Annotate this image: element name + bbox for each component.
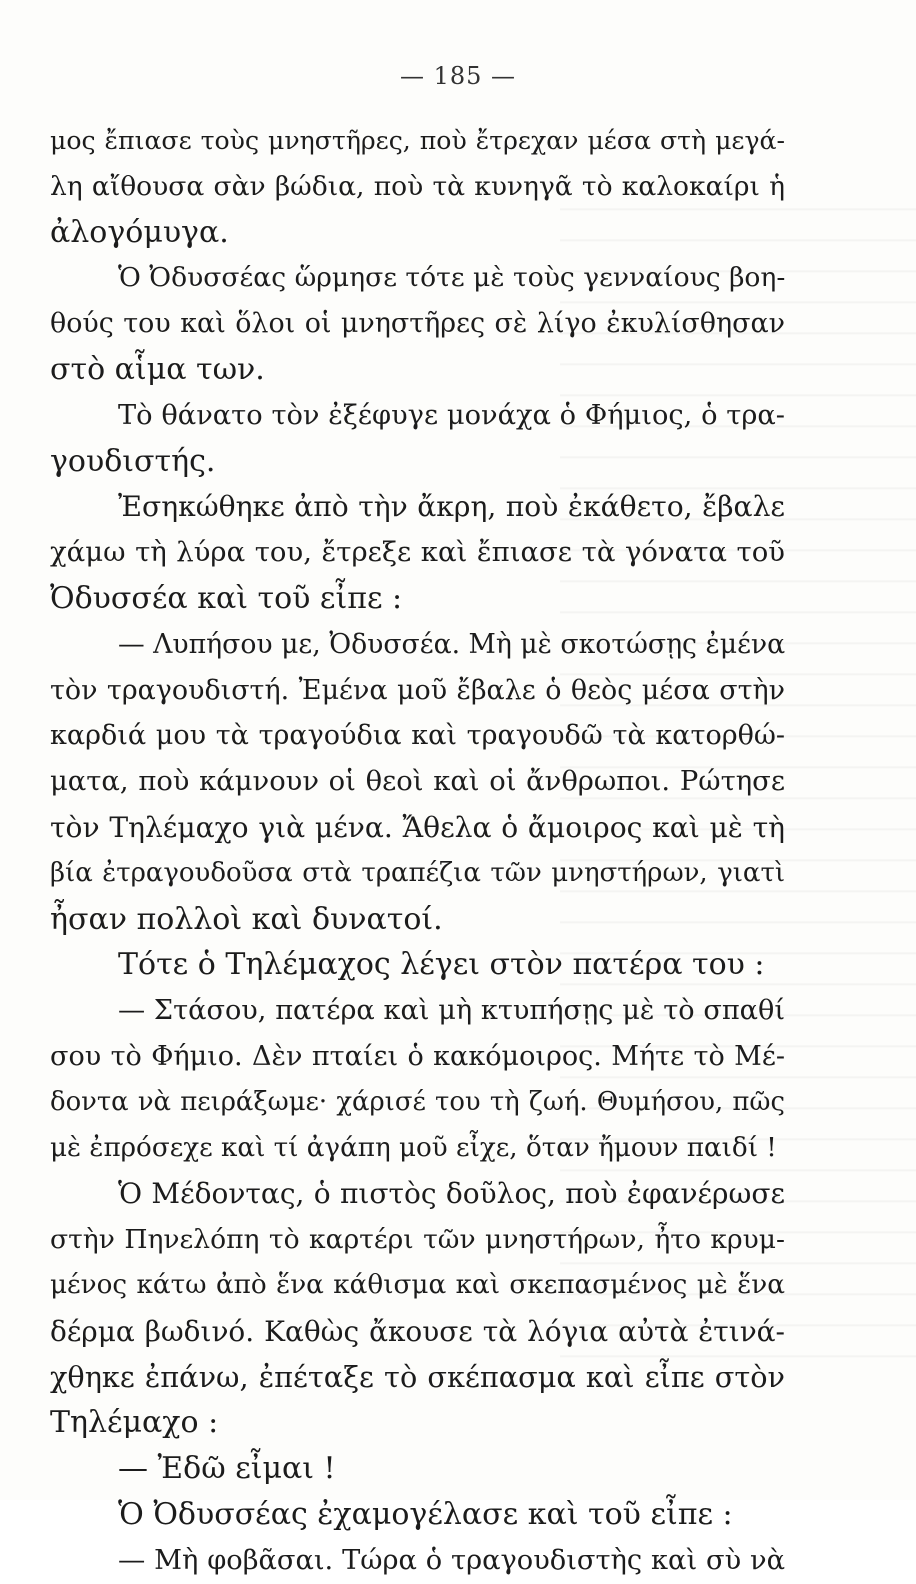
text-line: δέρμα βωδινό. Καθὼς ἄκουσε τὰ λόγια αὐτὰ ἐτινά-	[50, 1314, 785, 1348]
text-line: Τηλέμαχο :	[50, 1405, 219, 1441]
text-line: ἦσαν πολλοὶ καὶ δυνατοί.	[50, 901, 443, 937]
text-line: βία ἐτραγουδοῦσα στὰ τραπέζια τῶν μνηστήρων, γιατὶ	[50, 857, 785, 888]
text-line: στὸ αἷμα των.	[50, 351, 265, 387]
text-line: ἀλογόμυγα.	[50, 214, 229, 250]
text-line: Ὁ Ὀδυσσέας ὥρμησε τότε μὲ τοὺς γενναίους βοη-	[118, 262, 786, 294]
text-line: μος ἔπιασε τοὺς μνηστῆρες, ποὺ ἔτρεχαν μέσα στὴ μεγά-	[50, 126, 785, 155]
text-line: γουδιστής.	[50, 443, 216, 479]
text-line: — Ἐδῶ εἶμαι !	[118, 1451, 336, 1487]
text-line: τὸν Τηλέμαχο γιὰ μένα. Ἄθελα ὁ ἄμοιρος καὶ μὲ τὴ	[50, 810, 785, 844]
page-number: — 185 —	[399, 62, 517, 90]
text-line: Ὀδυσσέα καὶ τοῦ εἶπε :	[50, 580, 403, 616]
text-line: ματα, ποὺ κάμνουν οἱ θεοὶ καὶ οἱ ἄνθρωποι. Ρώτησε	[50, 766, 785, 798]
body-text	[50, 118, 785, 1584]
text-line: δοντα νὰ πειράξωμε· χάρισέ του τὴ ζωή. Θυμήσου, πῶς	[50, 1086, 785, 1117]
text-line: χάμω τὴ λύρα του, ἔτρεξε καὶ ἔπιασε τὰ γόνατα τοῦ	[50, 536, 785, 569]
text-line: Τὸ θάνατο τὸν ἐξέφυγε μονάχα ὁ Φήμιος, ὁ τρα-	[118, 399, 785, 431]
text-line: Ὁ Μέδοντας, ὁ πιστὸς δοῦλος, ποὺ ἐφανέρωσε	[118, 1177, 785, 1211]
text-line: — Στάσου, πατέρα καὶ μὴ κτυπήσῃς μὲ τὸ σπαθί	[118, 995, 785, 1027]
text-line: λη αἴθουσα σὰν βώδια, ποὺ τὰ κυνηγᾶ τὸ καλοκαίρι ἡ	[50, 170, 785, 202]
text-line: — Μὴ φοβᾶσαι. Τώρα ὁ τραγουδιστὴς καὶ σὺ νὰ	[118, 1544, 785, 1576]
text-line: σου τὸ Φήμιο. Δὲν πταίει ὁ κακόμοιρος. Μήτε τὸ Μέ-	[50, 1040, 785, 1072]
text-line: χθηκε ἐπάνω, ἐπέταξε τὸ σκέπασμα καὶ εἶπε στὸν	[50, 1359, 785, 1394]
text-line: Τότε ὁ Τηλέμαχος λέγει στὸν πατέρα του :	[118, 947, 765, 983]
text-line: μένος κάτω ἀπὸ ἕνα κάθισμα καὶ σκεπασμένος μὲ ἕνα	[50, 1269, 785, 1300]
text-line: τὸν τραγουδιστή. Ἐμένα μοῦ ἔβαλε ὁ θεὸς μέσα στὴν	[50, 674, 785, 706]
text-line: μὲ ἐπρόσεχε καὶ τί ἀγάπη μοῦ εἶχε, ὅταν ἤμουν παιδί !	[50, 1132, 777, 1163]
text-line: θούς του καὶ ὅλοι οἱ μνηστῆρες σὲ λίγο ἐκυλίσθησαν	[50, 308, 785, 340]
text-line: Ἐσηκώθηκε ἀπὸ τὴν ἄκρη, ποὺ ἐκάθετο, ἔβαλε	[118, 490, 785, 524]
text-line: στὴν Πηνελόπη τὸ καρτέρι τῶν μνηστήρων, ἦτο κρυμ-	[50, 1224, 785, 1256]
text-line: — Λυπήσου με, Ὀδυσσέα. Μὴ μὲ σκοτώσῃς ἐμένα	[118, 628, 786, 660]
text-line: καρδιά μου τὰ τραγούδια καὶ τραγουδῶ τὰ κατορθώ-	[50, 720, 785, 752]
text-line: Ὁ Ὀδυσσέας ἐχαμογέλασε καὶ τοῦ εἶπε :	[118, 1496, 733, 1532]
